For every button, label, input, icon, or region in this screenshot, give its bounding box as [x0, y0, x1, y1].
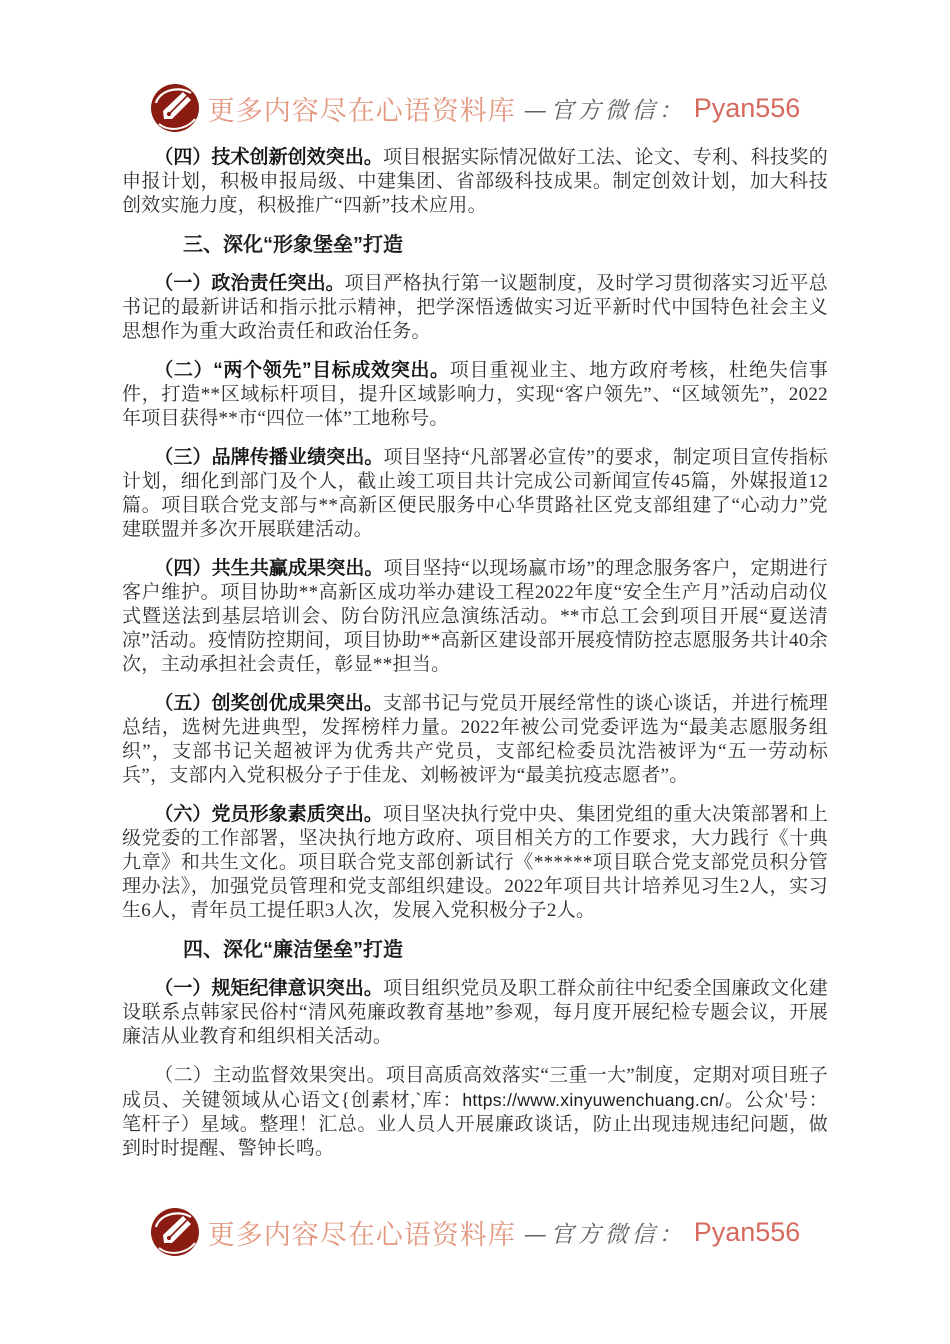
body-paragraph [122, 446, 828, 542]
paragraph-lead: （三）品牌传播业绩突出。 [154, 447, 384, 468]
watermark-brand-text: 更多内容尽在心语资料库 [207, 1219, 516, 1250]
paragraph-lead: （一）政治责任突出。 [154, 273, 345, 294]
paragraph-text: 项目重视业主、地方政府考核，杜绝失信事件，打造**区域标杆项目，提升区域影响力，实现“客户领先”、“区域领先”，2022年项目获得**市“四位一体”工地称号。 [122, 360, 828, 429]
pen-nib-logo-icon [150, 82, 200, 134]
paragraph-lead: （二）“两个领先”目标成效突出。 [154, 360, 450, 381]
paragraph-text: 项目坚持“以现场赢市场”的理念服务客户，定期进行客户维护。项目协助**高新区成功举办建设工程2022年度“安全生产月”活动启动仪式暨送法到基层培训会、防台防汛应急演练活动。**市总工会到项目开展“夏送清凉”活动。疫情防控期间，项目协助**高新区建设部开展疫情防控志愿服务共计40余次，主动承担社会责任，彰显**担当。 [122, 558, 828, 675]
body-paragraph [122, 803, 828, 923]
paragraph-lead: （一）规矩纪律意识突出。 [154, 978, 383, 999]
footer-watermark [0, 1206, 950, 1258]
watermark-wechat-id: Pyan556 [693, 92, 801, 123]
watermark-wechat-id: Pyan556 [693, 1216, 801, 1247]
pen-nib-logo-icon [150, 1206, 200, 1258]
paragraph-lead: （五）创奖创优成果突出。 [154, 693, 383, 714]
inline-url-text: https://www.xinyuwenchuang.cn/ [462, 1090, 725, 1110]
section-heading-4: 四、深化“廉洁堡垒”打造 [183, 939, 403, 961]
paragraph-text: 项目坚持“凡部署必宣传”的要求，制定项目宣传指标计划，细化到部门及个人，截止竣工项目共计完成公司新闻宣传45篇，外媒报道12篇。项目联合党支部与**高新区便民服务中心华贯路社区党支部组建了“心动力”党建联盟并多次开展联建活动。 [122, 447, 828, 540]
paragraph-lead: （四）技术创新创效突出。 [154, 147, 383, 168]
paragraph-text: 支部书记与党员开展经常性的谈心谈话，并进行梳理总结，选树先进典型，发挥榜样力量。2022年被公司党委评选为“最美志愿服务组织”，支部书记关超被评为优秀共产党员，支部纪检委员沈浩被评为“五一劳动标兵”，支部内入党积极分子于佳龙、刘畅被评为“最美抗疫志愿者”。 [122, 693, 828, 786]
paragraph-text: 。公众'号：笔杆子）星域。整理！汇总。业人员人开展廉政谈话，防止出现违规违纪问题，做到时时提醒、警钟长鸣。 [122, 1090, 828, 1159]
body-paragraph [122, 557, 828, 677]
document-content [0, 146, 950, 1161]
section-heading-3: 三、深化“形象堡垒”打造 [183, 234, 403, 256]
watermark-wechat-label: —官方微信： [523, 97, 686, 124]
paragraph-text: （二）主动监督效果突出。项目高质高效落实“三重一大”制度，定期对项目班子成员、关键领域从心语文{创素材,`库： [122, 1065, 828, 1111]
body-paragraph [122, 272, 828, 344]
body-paragraph [122, 359, 828, 431]
paragraph-text: 项目严格执行第一议题制度，及时学习贯彻落实习近平总书记的最新讲话和指示批示精神，把学深悟透做实习近平新时代中国特色社会主义思想作为重大政治责任和政治任务。 [122, 273, 828, 342]
paragraph-text: 项目组织党员及职工群众前往中纪委全国廉政文化建设联系点韩家民俗村“清风苑廉政教育基地”参观，每月度开展纪检专题会议，开展廉洁从业教育和组织相关活动。 [122, 978, 828, 1047]
paragraph-lead: （六）党员形象素质突出。 [154, 804, 383, 825]
paragraph-lead: （四）共生共赢成果突出。 [154, 558, 384, 579]
header-watermark [0, 0, 950, 134]
watermark-brand-text: 更多内容尽在心语资料库 [207, 95, 516, 126]
paragraph-text: 项目根据实际情况做好工法、论文、专利、科技奖的申报计划，积极申报局级、中建集团、省部级科技成果。制定创效计划，加大科技创效实施力度，积极推广“四新”技术应用。 [122, 147, 828, 216]
body-paragraph [122, 146, 828, 218]
body-paragraph [122, 977, 828, 1049]
watermark-wechat-label: —官方微信： [523, 1221, 686, 1248]
body-paragraph [122, 692, 828, 788]
paragraph-text: 项目坚决执行党中央、集团党组的重大决策部署和上级党委的工作部署，坚决执行地方政府、项目相关方的工作要求，大力践行《十典九章》和共生文化。项目联合党支部创新试行《******项目联合党支部党员积分管理办法》，加强党员管理和党支部组织建设。2022年项目共计培养见习生2人，实习生6人，青年员工提任职3人次，发展入党积极分子2人。 [122, 804, 828, 921]
body-paragraph-with-url [122, 1064, 828, 1161]
